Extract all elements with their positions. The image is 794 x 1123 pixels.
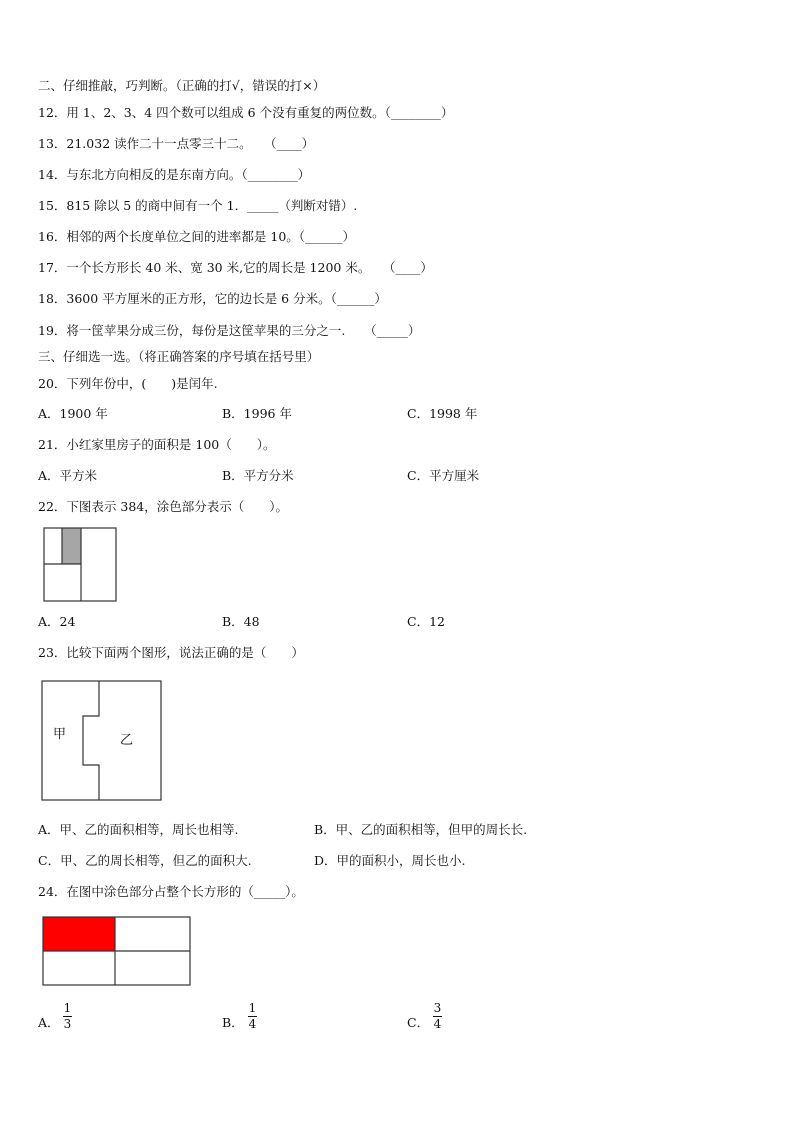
question-22: 22．下图表示 384，涂色部分表示（ ）。 [38, 499, 288, 514]
q23-option-b: B．甲、乙的面积相等，但甲的周长长. [314, 822, 528, 837]
q21-option-b: B．平方分米 [222, 468, 294, 483]
q22-option-a: A．24 [38, 614, 76, 629]
q22-shaded-part [62, 528, 81, 564]
question-15: 15．815 除以 5 的商中间有一个 1．_____（判断对错）. [38, 198, 358, 213]
section-choose-title: 三、仔细选一选。（将正确答案的序号填在括号里） [38, 349, 320, 364]
q23-option-a: A．甲、乙的面积相等，周长也相等. [38, 822, 239, 837]
section-judge-title: 二、仔细推敲，巧判断。（正确的打√，错误的打×） [38, 78, 326, 93]
q23-label-jia: 甲 [53, 727, 67, 742]
q23-option-c: C．甲、乙的周长相等，但乙的面积大. [38, 853, 252, 868]
q24-figure [42, 916, 192, 987]
q22-option-b: B．48 [222, 614, 260, 629]
question-20: 20．下列年份中，( )是闰年. [38, 376, 218, 391]
question-18: 18．3600 平方厘米的正方形，它的边长是 6 分米。（______） [38, 291, 387, 306]
q23-option-d: D．甲的面积小，周长也小. [314, 853, 466, 868]
q22-figure [43, 527, 117, 602]
question-19: 19．将一筐苹果分成三份，每份是这筐苹果的三分之一. （_____） [38, 323, 421, 338]
question-14: 14．与东北方向相反的是东南方向。（________） [38, 167, 311, 182]
question-12: 12．用 1、2、3、4 四个数可以组成 6 个没有重复的两位数。（________） [38, 105, 454, 120]
q22-option-c: C．12 [407, 614, 445, 629]
question-17: 17．一个长方形长 40 米、宽 30 米,它的周长是 1200 米。 （____） [38, 260, 433, 275]
q24-option-c-letter: C． [407, 1015, 430, 1030]
question-24: 24．在图中涂色部分占整个长方形的（_____）。 [38, 884, 304, 899]
q24-option-b-letter: B． [222, 1015, 244, 1030]
q20-option-c: C．1998 年 [407, 406, 478, 421]
question-23: 23．比较下面两个图形，说法正确的是（ ） [38, 645, 304, 660]
q24-shaded-part [43, 917, 115, 951]
question-16: 16．相邻的两个长度单位之间的进率都是 10。（______） [38, 229, 356, 244]
q21-option-a: A．平方米 [38, 468, 98, 483]
question-13: 13．21.032 读作二十一点零三十二。 （____） [38, 136, 315, 151]
q20-option-a: A．1900 年 [38, 406, 108, 421]
q23-label-yi: 乙 [120, 733, 134, 748]
q24-option-c-fraction: 3 4 [433, 1001, 442, 1031]
q20-option-b: B．1996 年 [222, 406, 292, 421]
question-21: 21．小红家里房子的面积是 100（ ）。 [38, 437, 276, 452]
q24-option-b-fraction: 1 4 [248, 1001, 257, 1031]
q24-option-a-fraction: 1 3 [63, 1001, 72, 1031]
q21-option-c: C．平方厘米 [407, 468, 480, 483]
q24-option-a-letter: A． [38, 1015, 60, 1030]
